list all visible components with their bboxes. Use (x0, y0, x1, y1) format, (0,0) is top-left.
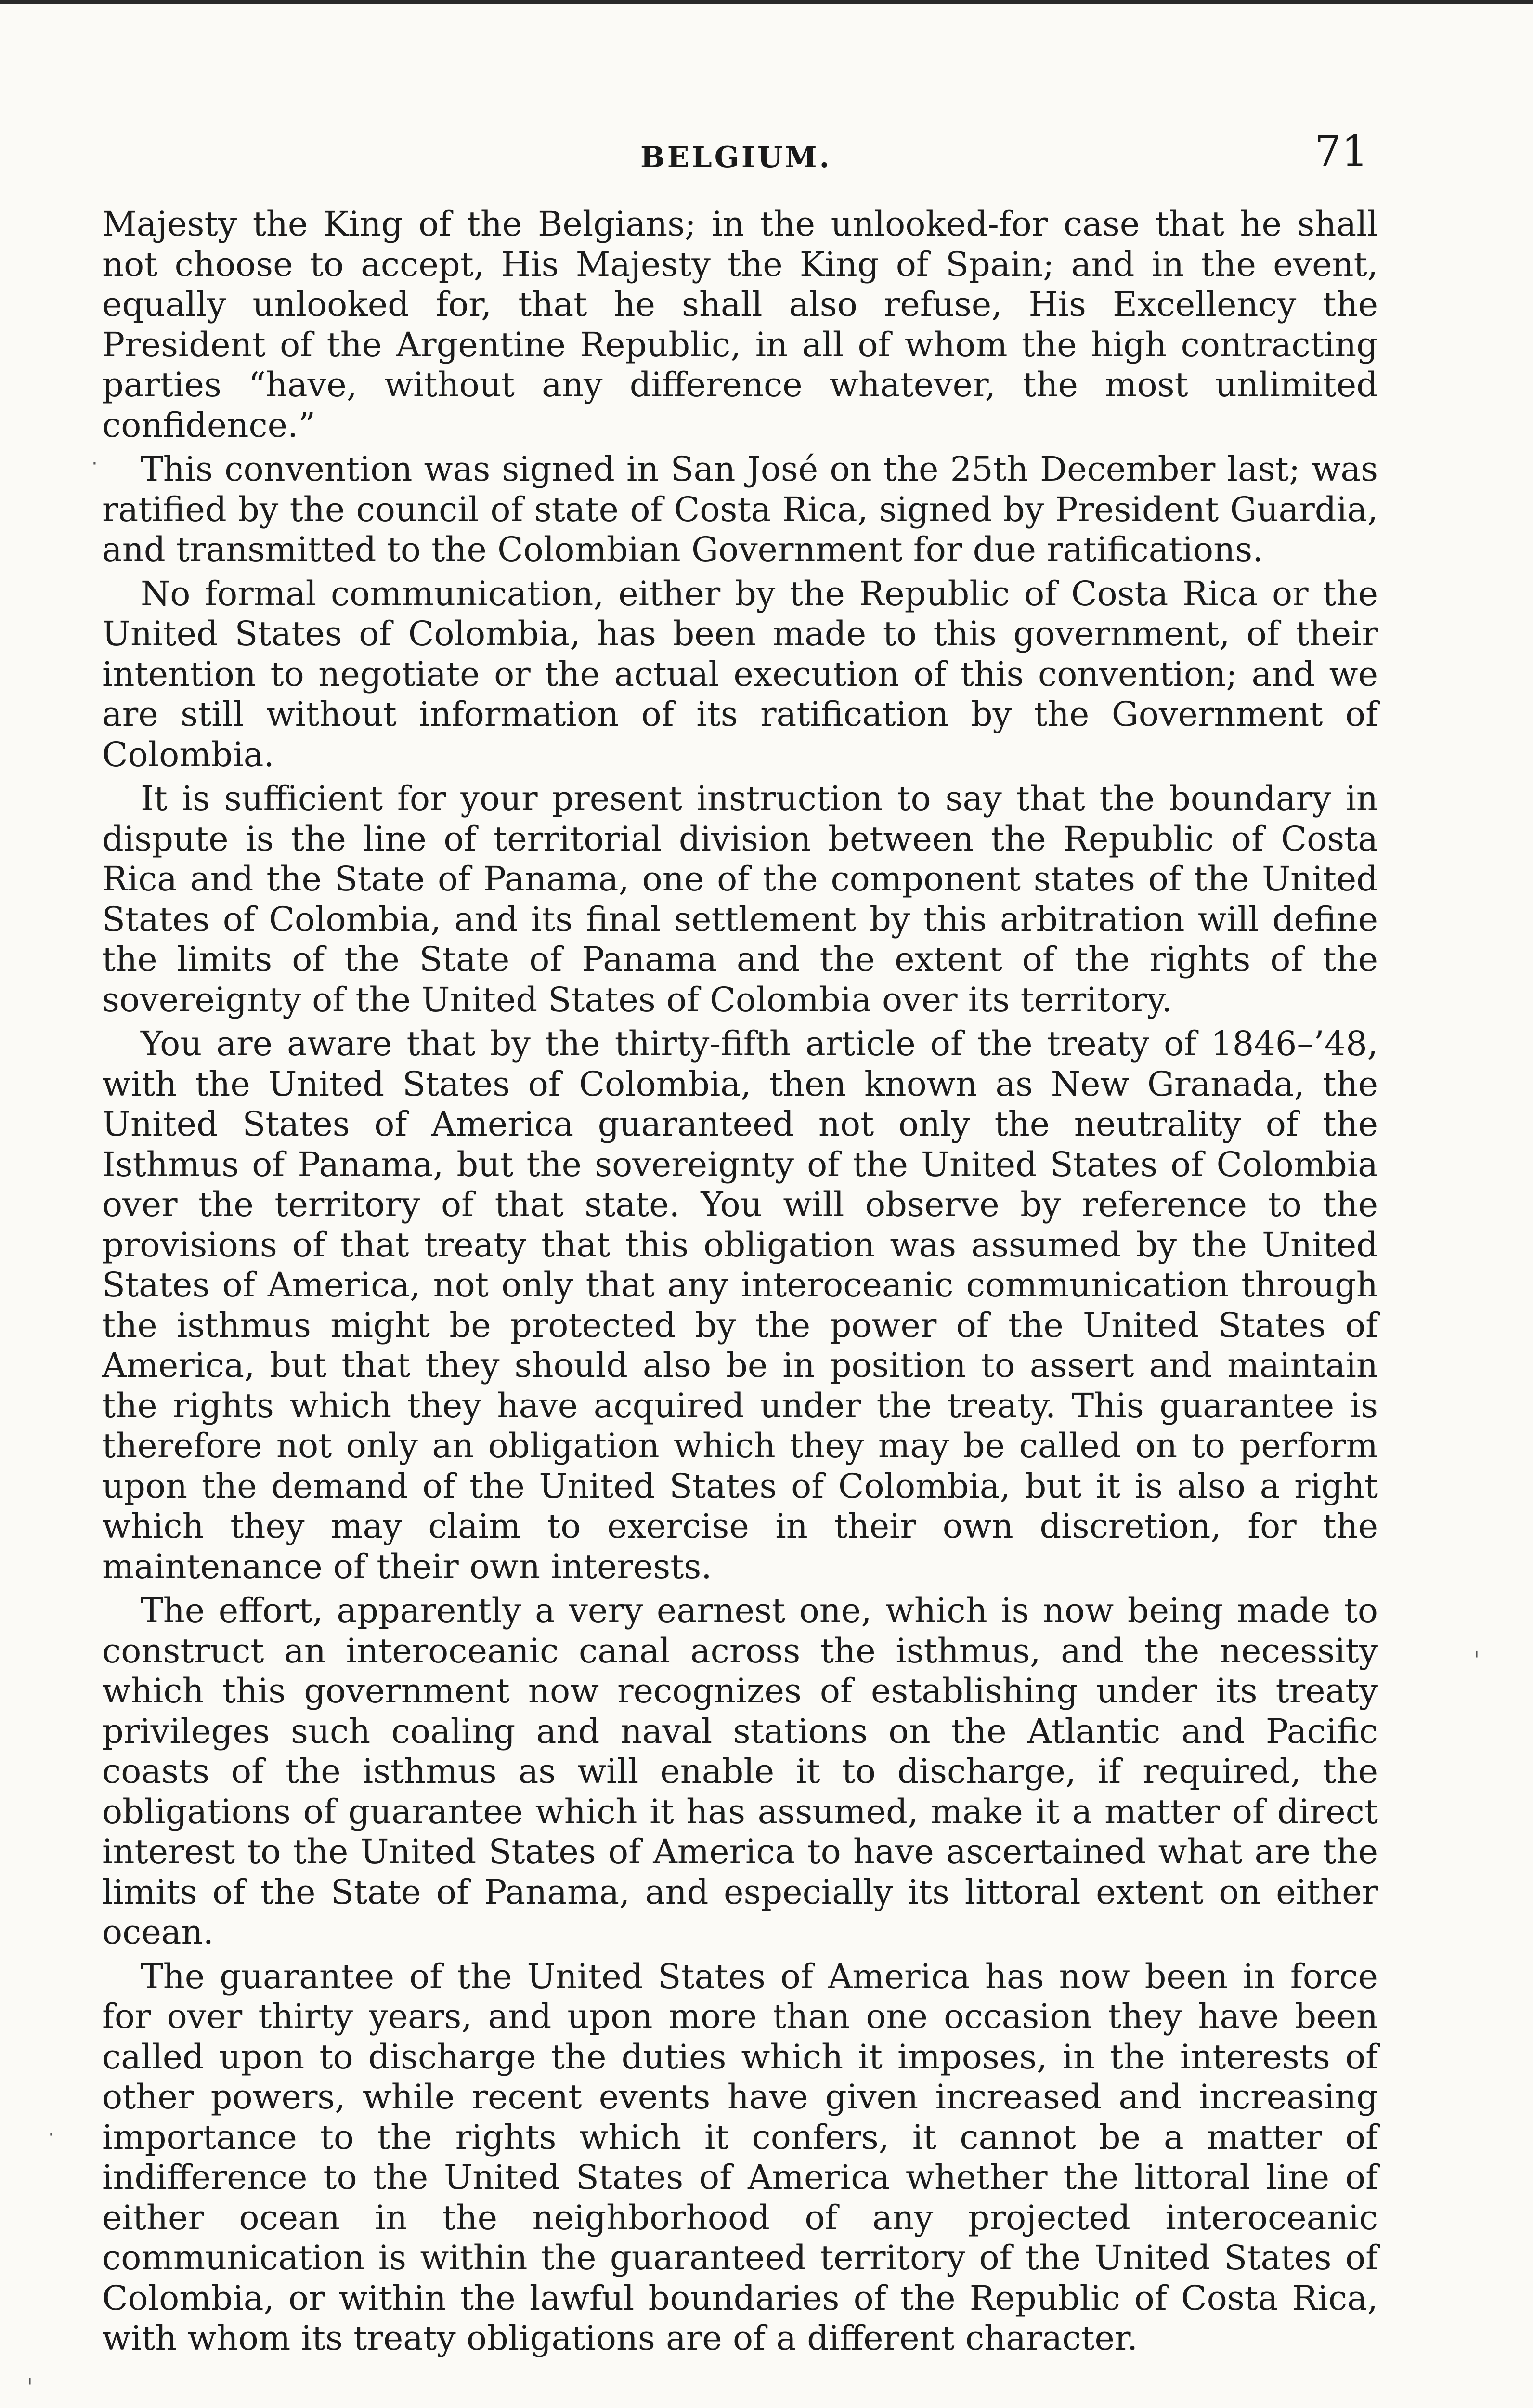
top-border-rule (0, 0, 1533, 4)
paragraph-3: No formal communication, either by the Republic of Costa Rica or the United States of Colombia, has been made to this government, of their intention to negotiate or the actual execution of this convention; and we are still without information of its ratification by the Government of Colombia. (102, 574, 1378, 774)
body-text (102, 204, 1378, 2363)
paragraph-4: It is sufficient for your present instruction to say that the boundary in dispute is the line of territorial division between the Republic of Costa Rica and the State of Panama, one of the component states of the United States of Colombia, and its final settlement by this arbitration will define the limits of the State of Panama and the extent of the rights of the sovereignty of the United States of Colombia over its territory. (102, 779, 1378, 1020)
running-head: BELGIUM. (640, 141, 832, 174)
page-number: 71 (1314, 126, 1368, 176)
paragraph-1: Majesty the King of the Belgians; in the unlooked-for case that he shall not choose to accept, His Majesty the King of Spain; and in the event, equally unlooked for, that he shall also refuse, His Excellency the President of the Argentine Republic, in all of whom the high contracting parties “have, without any difference whatever, the most unlimited confidence.” (102, 204, 1378, 445)
paragraph-6: The effort, apparently a very earnest one, which is now being made to construct an interoceanic canal across the isthmus, and the necessity which this government now recognizes of establishing under its treaty privileges such coaling and naval stations on the Atlantic and Pacific coasts of the isthmus as will enable it to discharge, if required, the obligations of guarantee which it has assumed, make it a matter of direct interest to the United States of America to have ascertained what are the limits of the State of Panama, and especially its littoral extent on either ocean. (102, 1591, 1378, 1952)
paragraph-5: You are aware that by the thirty-fifth article of the treaty of 1846–’48, with the United States of Colombia, then known as New Granada, the United States of America guaranteed not only the neutrality of the Isthmus of Panama, but the sovereignty of the United States of Colombia over the territory of that state. You will observe by reference to the provisions of that treaty that this obligation was assumed by the United States of America, not only that any interoceanic communication through the isthmus might be protected by the power of the United States of America, but that they should also be in position to assert and maintain the rights which they have acquired under the treaty. This guarantee is therefore not only an obligation which they may be called on to perform upon the demand of the United States of Colombia, but it is also a right which they may claim to exercise in their own discretion, for the maintenance of their own interests. (102, 1024, 1378, 1586)
margin-speck-left-3: ˈ (26, 2374, 33, 2402)
paragraph-2: This convention was signed in San José on the 25th December last; was ratified by the council of state of Costa Rica, signed by President Guardia, and transmitted to the Colombian Government for due ratifications. (102, 449, 1378, 569)
margin-speck-left-1: ⋅ (91, 453, 98, 475)
paragraph-7: The guarantee of the United States of America has now been in force for over thirty years, and upon more than one occasion they have been called upon to discharge the duties which it imposes, in the interests of other powers, while recent events have given increased and increasing importance to the rights which it confers, it cannot be a matter of indifference to the United States of America whether the littoral line of either ocean in the neighborhood of any projected interoceanic communication is within the guaranteed territory of the United States of Colombia, or within the lawful boundaries of the Republic of Costa Rica, with whom its treaty obligations are of a different character. (102, 1956, 1378, 2358)
margin-speck-left-2: ⋅ (48, 2124, 54, 2146)
margin-speck-right-1: ˈ (1473, 1647, 1480, 1675)
